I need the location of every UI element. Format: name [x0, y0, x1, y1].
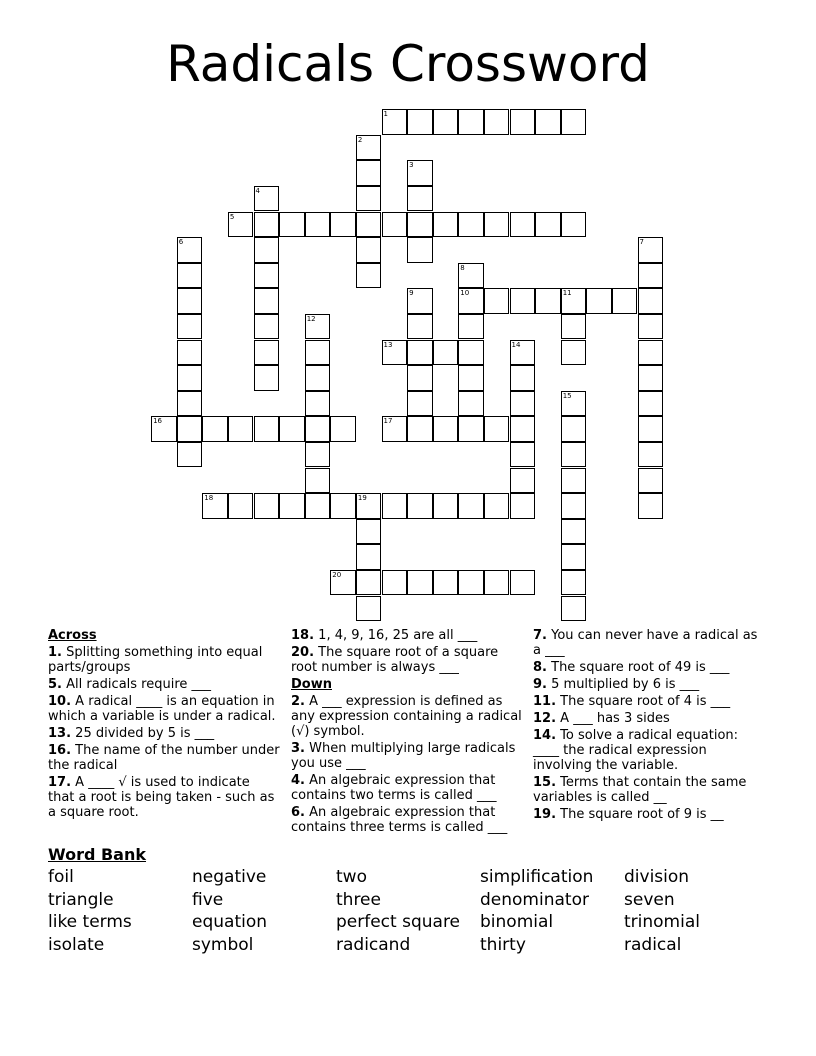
word-bank-item: perfect square	[336, 912, 461, 932]
grid-cell[interactable]	[228, 493, 254, 519]
word-bank-item: seven	[624, 889, 675, 910]
grid-cell[interactable]	[330, 493, 356, 519]
grid-cell[interactable]	[407, 237, 433, 263]
grid-cell-number: 19	[357, 494, 367, 503]
clue-down-12: 12. A ___ has 3 sides	[533, 711, 670, 726]
grid-cell[interactable]	[510, 365, 536, 391]
grid-cell[interactable]	[561, 544, 587, 570]
grid-cell[interactable]	[228, 212, 254, 238]
grid-cell[interactable]	[561, 314, 587, 340]
grid-cell[interactable]	[458, 391, 484, 417]
grid-cell[interactable]	[407, 109, 433, 135]
grid-cell[interactable]	[305, 340, 331, 366]
grid-cell[interactable]	[561, 493, 587, 519]
clue-down-2: 2. A ___ expression is defined as any expression containing a radical (√) symbol.	[291, 694, 522, 739]
clue-across-20: 20. The square root of a square root number is always ___	[291, 645, 499, 675]
grid-cell[interactable]	[510, 416, 536, 442]
grid-cell[interactable]	[586, 288, 612, 314]
grid-cell[interactable]	[484, 212, 510, 238]
clues-column-2	[291, 628, 525, 837]
grid-cell[interactable]	[382, 340, 408, 366]
grid-cell[interactable]	[458, 493, 484, 519]
grid-cell[interactable]	[356, 186, 382, 212]
grid-cell[interactable]	[177, 340, 203, 366]
grid-cell[interactable]	[228, 416, 254, 442]
grid-cell[interactable]	[407, 186, 433, 212]
grid-cell[interactable]	[356, 596, 382, 622]
grid-cell[interactable]	[510, 570, 536, 596]
grid-cell[interactable]	[561, 519, 587, 545]
grid-cell-number: 13	[383, 340, 393, 349]
grid-cell-number: 4	[255, 186, 260, 195]
grid-cell[interactable]	[510, 212, 536, 238]
grid-cell[interactable]	[279, 493, 305, 519]
grid-cell[interactable]	[407, 416, 433, 442]
grid-cell[interactable]	[458, 288, 484, 314]
grid-cell[interactable]	[177, 365, 203, 391]
grid-cell[interactable]	[356, 544, 382, 570]
clue-down-11: 11. The square root of 4 is ___	[533, 694, 731, 709]
grid-cell[interactable]	[254, 365, 280, 391]
clue-across-18: 18. 1, 4, 9, 16, 25 are all ___	[291, 628, 478, 643]
grid-cell[interactable]	[407, 340, 433, 366]
grid-cell[interactable]	[433, 493, 459, 519]
grid-cell[interactable]	[177, 442, 203, 468]
grid-cell[interactable]	[458, 109, 484, 135]
grid-cell[interactable]	[356, 160, 382, 186]
clues-column-1	[48, 628, 280, 822]
grid-cell[interactable]	[254, 314, 280, 340]
grid-cell[interactable]	[561, 570, 587, 596]
grid-cell[interactable]	[356, 237, 382, 263]
grid-cell[interactable]	[305, 314, 331, 340]
grid-cell[interactable]	[279, 212, 305, 238]
grid-cell[interactable]	[561, 416, 587, 442]
grid-cell[interactable]	[484, 109, 510, 135]
clue-down-8: 8. The square root of 49 is ___	[533, 660, 730, 675]
grid-cell[interactable]	[254, 340, 280, 366]
grid-cell-number: 18	[204, 494, 214, 503]
grid-cell[interactable]	[407, 365, 433, 391]
grid-cell[interactable]	[535, 288, 561, 314]
grid-cell[interactable]	[638, 442, 664, 468]
grid-cell[interactable]	[305, 365, 331, 391]
grid-cell[interactable]	[407, 212, 433, 238]
grid-cell[interactable]	[561, 340, 587, 366]
word-bank-item: division	[624, 867, 690, 887]
grid-cell-number: 1	[383, 110, 388, 119]
grid-cell[interactable]	[638, 314, 664, 340]
grid-cell[interactable]	[254, 237, 280, 263]
grid-cell-number: 11	[562, 289, 572, 298]
grid-cell[interactable]	[305, 212, 331, 238]
grid-cell-number: 5	[229, 212, 235, 221]
grid-cell[interactable]	[510, 391, 536, 417]
grid-cell[interactable]	[433, 212, 459, 238]
grid-cell-number: 20	[332, 570, 342, 579]
word-bank-item: five	[192, 889, 224, 910]
grid-cell[interactable]	[177, 237, 203, 263]
word-bank-item: equation	[192, 912, 268, 932]
grid-cell-number: 8	[460, 263, 465, 272]
grid-cell[interactable]	[254, 263, 280, 289]
grid-cell[interactable]	[356, 135, 382, 161]
word-bank-item: like terms	[48, 912, 132, 932]
grid-cell-number: 16	[153, 417, 163, 426]
grid-cell[interactable]	[638, 237, 664, 263]
grid-cell-number: 3	[409, 161, 414, 170]
grid-cell[interactable]	[458, 340, 484, 366]
word-bank-item: radicand	[336, 934, 411, 955]
grid-cell[interactable]	[433, 570, 459, 596]
grid-cell[interactable]	[561, 109, 587, 135]
grid-cell[interactable]	[202, 416, 228, 442]
grid-cell[interactable]	[151, 416, 177, 442]
grid-cell[interactable]	[254, 212, 280, 238]
grid-cell[interactable]	[510, 468, 536, 494]
grid-cell[interactable]	[382, 416, 408, 442]
grid-cell[interactable]	[407, 160, 433, 186]
grid-cell[interactable]	[254, 493, 280, 519]
clue-down-6: 6. An algebraic expression that contains three terms is called ___	[291, 805, 508, 835]
clues-column-3	[533, 628, 763, 824]
grid-cell[interactable]	[510, 340, 536, 366]
grid-cell[interactable]	[330, 570, 356, 596]
grid-cell[interactable]	[458, 416, 484, 442]
grid-cell[interactable]	[305, 416, 331, 442]
grid-cell[interactable]	[177, 391, 203, 417]
grid-cell-number: 14	[511, 340, 521, 349]
grid-cell[interactable]	[510, 493, 536, 519]
grid-cell[interactable]	[458, 263, 484, 289]
word-bank-item: three	[336, 889, 381, 910]
grid-cell[interactable]	[535, 109, 561, 135]
word-bank-item: two	[336, 867, 367, 887]
grid-cell-number: 10	[460, 289, 470, 298]
grid-cell[interactable]	[407, 570, 433, 596]
across-heading: Across	[48, 628, 97, 643]
grid-cell[interactable]	[177, 314, 203, 340]
clue-down-14: 14. To solve a radical equation: ____ the radical expression involving the variable.	[533, 728, 739, 773]
clue-across-13: 13. 25 divided by 5 is ___	[48, 726, 215, 741]
grid-cell[interactable]	[330, 212, 356, 238]
word-bank-item: radical	[624, 934, 682, 955]
word-bank-heading: Word Bank	[48, 845, 147, 864]
grid-cell[interactable]	[382, 109, 408, 135]
grid-cell[interactable]	[510, 288, 536, 314]
grid-cell[interactable]	[382, 570, 408, 596]
word-bank-item: thirty	[480, 934, 526, 955]
grid-cell[interactable]	[638, 391, 664, 417]
grid-cell-number: 7	[639, 238, 644, 247]
grid-cell[interactable]	[356, 519, 382, 545]
clue-down-7: 7. You can never have a radical as a ___	[533, 628, 758, 658]
grid-cell[interactable]	[202, 493, 228, 519]
grid-cell[interactable]	[638, 263, 664, 289]
grid-cell[interactable]	[638, 493, 664, 519]
clue-across-10: 10. A radical ____ is an equation in which a variable is under a radical.	[48, 694, 276, 724]
grid-cell[interactable]	[305, 493, 331, 519]
grid-cell[interactable]	[177, 288, 203, 314]
grid-cell[interactable]	[356, 212, 382, 238]
grid-cell[interactable]	[433, 109, 459, 135]
grid-cell[interactable]	[638, 340, 664, 366]
grid-cell[interactable]	[254, 416, 280, 442]
grid-cell[interactable]	[484, 416, 510, 442]
grid-cell[interactable]	[433, 416, 459, 442]
grid-cell[interactable]	[407, 314, 433, 340]
grid-cell-number: 2	[357, 135, 363, 144]
grid-cell[interactable]	[561, 596, 587, 622]
clue-down-4: 4. An algebraic expression that contains two terms is called ___	[291, 773, 497, 803]
grid-cell[interactable]	[458, 212, 484, 238]
grid-cell-number: 9	[409, 289, 414, 298]
grid-cell[interactable]	[561, 391, 587, 417]
grid-cell[interactable]	[305, 391, 331, 417]
grid-cell[interactable]	[638, 468, 664, 494]
grid-cell[interactable]	[356, 493, 382, 519]
word-bank-item: negative	[192, 867, 267, 887]
word-bank-item: binomial	[480, 912, 554, 932]
grid-cell[interactable]	[458, 365, 484, 391]
grid-cell[interactable]	[638, 416, 664, 442]
grid-cell[interactable]	[612, 288, 638, 314]
clue-down-9: 9. 5 multiplied by 6 is ___	[533, 677, 700, 692]
grid-cell[interactable]	[330, 416, 356, 442]
grid-cell[interactable]	[407, 391, 433, 417]
word-bank-item: isolate	[48, 934, 105, 955]
grid-cell-number: 6	[178, 238, 184, 247]
grid-cell[interactable]	[458, 314, 484, 340]
word-bank-item: triangle	[48, 889, 114, 910]
word-bank-item: symbol	[192, 934, 254, 955]
clue-across-5: 5. All radicals require ___	[48, 677, 212, 692]
grid-cell-number: 17	[383, 417, 393, 426]
clue-down-19: 19. The square root of 9 is __	[533, 807, 724, 822]
clue-across-17: 17. A ____ √ is used to indicate that a root is being taken - such as a square root.	[48, 775, 275, 820]
grid-cell[interactable]	[356, 570, 382, 596]
grid-cell[interactable]	[638, 288, 664, 314]
word-bank	[48, 866, 768, 956]
grid-cell[interactable]	[356, 263, 382, 289]
grid-cell[interactable]	[279, 416, 305, 442]
grid-cell[interactable]	[177, 263, 203, 289]
clue-across-1: 1. Splitting something into equal parts/groups	[48, 645, 263, 675]
grid-cell[interactable]	[535, 212, 561, 238]
grid-cell[interactable]	[433, 340, 459, 366]
clue-down-15: 15. Terms that contain the same variables is called __	[533, 775, 747, 805]
grid-cell[interactable]	[561, 442, 587, 468]
grid-cell[interactable]	[305, 468, 331, 494]
grid-cell[interactable]	[254, 186, 280, 212]
grid-cell[interactable]	[561, 212, 587, 238]
grid-cell[interactable]	[305, 442, 331, 468]
grid-cell-number: 15	[562, 391, 572, 400]
grid-cell[interactable]	[407, 288, 433, 314]
grid-cell[interactable]	[254, 288, 280, 314]
grid-cell[interactable]	[177, 416, 203, 442]
grid-cell[interactable]	[382, 493, 408, 519]
grid-cell[interactable]	[484, 288, 510, 314]
grid-cell[interactable]	[510, 442, 536, 468]
word-bank-item: denominator	[480, 889, 589, 910]
down-heading: Down	[291, 677, 332, 692]
grid-cell[interactable]	[484, 570, 510, 596]
word-bank-item: foil	[48, 867, 74, 887]
grid-cell[interactable]	[510, 109, 536, 135]
grid-cell[interactable]	[561, 468, 587, 494]
grid-cell[interactable]	[484, 493, 510, 519]
grid-cell[interactable]	[458, 570, 484, 596]
word-bank-item: simplification	[480, 867, 594, 887]
grid-cell[interactable]	[561, 288, 587, 314]
clue-across-16: 16. The name of the number under the radical	[48, 743, 280, 773]
page-title: Radicals Crossword	[166, 35, 650, 93]
grid-cell-number: 12	[306, 314, 316, 323]
grid-cell[interactable]	[638, 365, 664, 391]
word-bank-item: trinomial	[624, 912, 700, 932]
grid-cell[interactable]	[407, 493, 433, 519]
grid-cell[interactable]	[382, 212, 408, 238]
clue-down-3: 3. When multiplying large radicals you use ___	[291, 741, 516, 771]
